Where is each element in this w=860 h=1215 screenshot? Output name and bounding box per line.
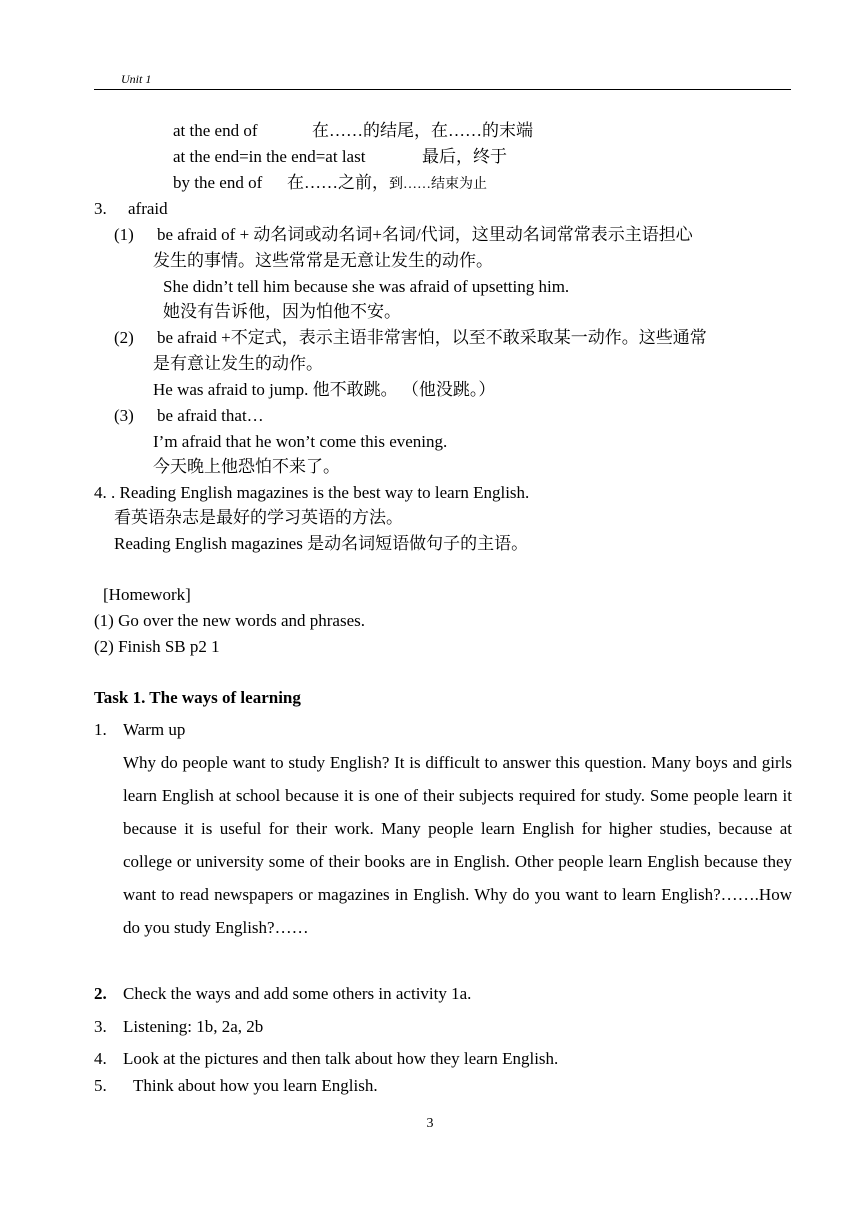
item4-line: Reading English magazines 是动名词短语做句子的主语。: [114, 534, 529, 553]
item4-line: 看英语杂志是最好的学习英语的方法。: [114, 508, 403, 527]
item4-line: 4. . Reading English magazines is the best way to learn English.: [94, 483, 530, 502]
item-word: afraid: [128, 199, 168, 218]
step-number: 1.: [94, 720, 107, 739]
step-text: Listening: 1b, 2a, 2b: [123, 1017, 264, 1036]
step-text: Check the ways and add some others in activity 1a.: [123, 984, 472, 1003]
sub-line: be afraid that…: [157, 406, 264, 425]
step-text: Warm up: [123, 720, 186, 739]
warmup-paragraph: Why do people want to study English? It is difficult to answer this question. Many boys and girls learn English at school because it is one of their subjects required for study. Some people learn it because it is useful for their work. Many people learn English for higher studies, because at college or university some of their books are in English. Other people learn English because they want to read newspapers or magazines in English. Why do you want to learn English?…….How do you study English?……: [123, 753, 792, 937]
phrase-en: at the end=in the end=at last: [173, 147, 366, 166]
phrase-en: by the end of: [173, 173, 263, 192]
sub-number: (2): [114, 328, 134, 347]
running-header: Unit 1: [121, 72, 152, 86]
step-number: 5.: [94, 1076, 107, 1095]
header-rule: [94, 89, 791, 90]
example-zh: 今天晚上他恐怕不来了。: [153, 457, 340, 476]
item-number: 3.: [94, 199, 107, 218]
step-number: 2.: [94, 984, 107, 1003]
example-en: She didn’t tell him because she was afraid of upsetting him.: [163, 277, 570, 296]
homework-item: (1) Go over the new words and phrases.: [94, 611, 365, 630]
phrase-zh: 在……的结尾，在……的末端: [312, 121, 533, 140]
sub-line: be afraid +不定式，表示主语非常害怕，以至不敢采取某一动作。这些通常: [157, 328, 707, 347]
task-title: Task 1. The ways of learning: [94, 688, 301, 707]
sub-line: 是有意让发生的动作。: [153, 354, 323, 373]
example-en: I’m afraid that he won’t come this evening.: [153, 432, 448, 451]
homework-item: (2) Finish SB p2 1: [94, 637, 220, 656]
sub-number: (3): [114, 406, 134, 425]
step-number: 4.: [94, 1049, 107, 1068]
sub-line: 发生的事情。这些常常是无意让发生的动作。: [153, 251, 493, 270]
sub-line: be afraid of + 动名词或动名词+名词/代词，这里动名词常常表示主语担心: [157, 225, 693, 244]
phrase-zh: 最后，终于: [422, 147, 507, 166]
step-text: Look at the pictures and then talk about how they learn English.: [123, 1049, 559, 1068]
page-number: 3: [426, 1116, 434, 1131]
example-zh: 她没有告诉他，因为怕他不安。: [163, 302, 401, 321]
phrase-en: at the end of: [173, 121, 258, 140]
step-text: Think about how you learn English.: [133, 1076, 378, 1095]
sub-number: (1): [114, 225, 134, 244]
phrase-zh-small: 到……结束为止: [389, 177, 487, 192]
homework-title: [Homework]: [103, 585, 191, 604]
step-number: 3.: [94, 1017, 107, 1036]
phrase-zh: [287, 172, 487, 196]
example: He was afraid to jump. 他不敢跳。 （他没跳。）: [153, 380, 496, 399]
phrase-zh-main: 在……之前，: [287, 173, 389, 192]
